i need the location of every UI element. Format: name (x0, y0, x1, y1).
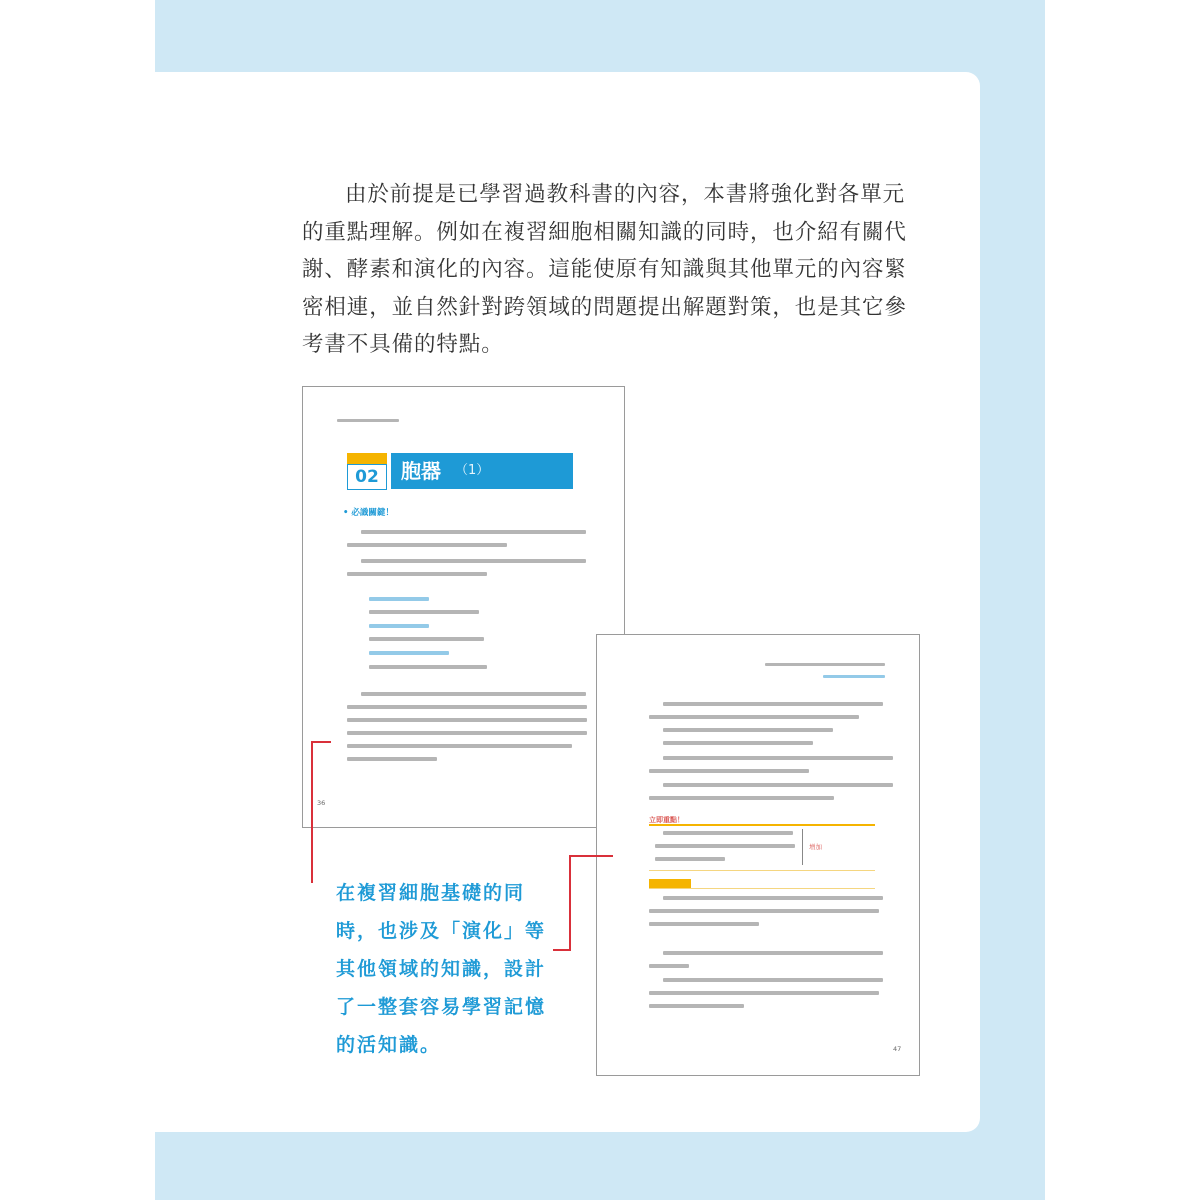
key-point-heading: 立即重點！ (649, 816, 684, 824)
extra-note-rule (649, 888, 875, 889)
callout-connector-left-vertical (311, 741, 313, 883)
key-point-rule (649, 824, 875, 826)
running-subhead-text (823, 675, 885, 678)
callout-connector-right-top (569, 855, 613, 857)
intro-paragraph: 由於前提是已學習過教科書的內容，本書將強化對各單元的重點理解。例如在複習細胞相關知識的同時，也介紹有關代謝、酵素和演化的內容。這能使原有知識與其他單元的內容緊密相連，並自然針對跨領域的問題提出解題對策，也是其它參考書不具備的特點。 (302, 182, 907, 357)
section-heading: • 必識關鍵！ (343, 508, 394, 518)
extra-note-tag (649, 879, 691, 888)
running-head-text (337, 419, 399, 422)
callout-text: 在複習細胞基礎的同時，也涉及「演化」等其他領域的知識，設計了一整套容易學習記憶的活知識。 (336, 882, 547, 1056)
chapter-title-bar (391, 453, 573, 489)
left-page-preview (302, 386, 625, 828)
key-point-divider (802, 829, 803, 865)
running-head-text (765, 663, 885, 666)
key-point-side-note: 增加 (809, 843, 822, 851)
left-page-number: 36 (317, 799, 326, 807)
right-page-preview (596, 634, 920, 1076)
chapter-badge (347, 453, 387, 493)
chapter-number: 02 (347, 464, 387, 490)
key-point-bottom-rule (649, 870, 875, 871)
chapter-title: 胞器 (401, 459, 441, 483)
callout-connector-left-tick (311, 741, 331, 743)
right-page-number: 47 (893, 1045, 902, 1053)
callout-connector-right-vertical (569, 855, 571, 951)
chapter-tag (347, 453, 387, 464)
chapter-subtitle: （1） (455, 463, 490, 478)
